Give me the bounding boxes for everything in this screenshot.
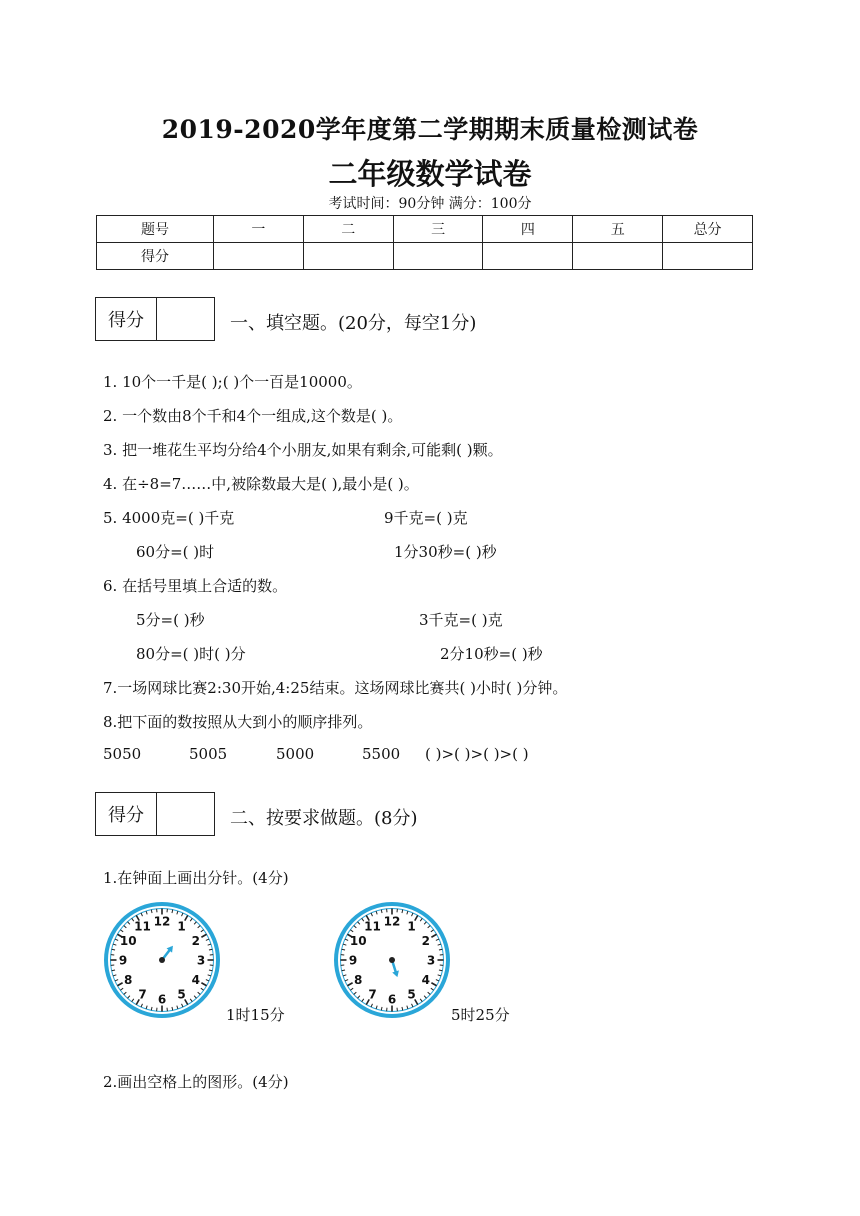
clock-number: 11 — [134, 919, 151, 934]
score-table — [96, 215, 753, 270]
question-1-6: 6. 在括号里填上合适的数。 — [103, 577, 288, 595]
clock-number: 3 — [196, 953, 206, 968]
q8-number: 5500 — [362, 745, 401, 763]
score-cell[interactable] — [303, 243, 393, 270]
question-1-3: 3. 把一堆花生平均分给4个小朋友,如果有剩余,可能剩( )颗。 — [103, 441, 503, 459]
clock-number: 12 — [383, 914, 401, 929]
score-table-header: 三 — [393, 216, 483, 243]
question-1-5b: 9千克=( )克 — [384, 509, 468, 527]
score-table-header-row — [97, 216, 753, 243]
score-table-header: 一 — [214, 216, 304, 243]
q8-number: 5050 — [103, 745, 142, 763]
question-1-6a: 5分=( )秒 — [136, 611, 205, 629]
clock-number: 9 — [348, 953, 358, 968]
clock-tick — [402, 1007, 403, 1010]
clock-number: 11 — [364, 919, 381, 934]
clock-tick — [112, 970, 115, 971]
clock-number: 6 — [157, 992, 167, 1007]
score-table-row — [97, 243, 753, 270]
clock-number: 5 — [177, 987, 186, 1002]
section2-score-cell[interactable] — [157, 793, 214, 835]
score-table-header: 四 — [483, 216, 573, 243]
clock-number: 3 — [426, 953, 436, 968]
clock-tick — [342, 970, 345, 971]
clock-number: 8 — [354, 973, 363, 987]
question-1-7: 7.一场网球比赛2:30开始,4:25结束。这场网球比赛共( )小时( )分钟。 — [103, 679, 568, 697]
question-1-5c: 60分=( )时 — [136, 543, 215, 561]
question-1-6b: 3千克=( )克 — [419, 611, 503, 629]
clock-number: 1 — [177, 919, 186, 934]
clock-number: 10 — [349, 934, 367, 948]
clock-tick — [381, 910, 382, 913]
clock-number: 5 — [407, 987, 416, 1002]
clock-tick — [402, 910, 403, 913]
clock-number: 2 — [191, 934, 200, 948]
clock2-caption: 5时25分 — [451, 1006, 510, 1024]
score-cell[interactable] — [483, 243, 573, 270]
score-cell[interactable] — [663, 243, 753, 270]
clock-tick — [112, 949, 115, 950]
clock-number: 2 — [421, 934, 430, 948]
exam-info: 考试时间：90分钟 满分：100分 — [328, 196, 532, 212]
clock-tick — [342, 949, 345, 950]
clock-number: 9 — [118, 953, 128, 968]
section1-title: 一、填空题。(20分，每空1分) — [230, 313, 477, 334]
clock1-caption: 1时15分 — [226, 1006, 285, 1024]
q8-number: 5000 — [276, 745, 315, 763]
q8-number: 5005 — [189, 745, 228, 763]
question-1-6c: 80分=( )时( )分 — [136, 645, 246, 663]
section1-score-label: 得分 — [96, 298, 157, 340]
clock-number: 7 — [368, 987, 377, 1002]
question-1-6d: 2分10秒=( )秒 — [440, 645, 543, 663]
clock-face-1[interactable] — [101, 899, 223, 1021]
clock-tick — [172, 910, 173, 913]
clock-tick — [172, 1007, 173, 1010]
clock-center — [389, 957, 395, 963]
clock-number: 4 — [191, 973, 200, 987]
section2-score-label: 得分 — [96, 793, 157, 835]
exam-title: 2019-2020学年度第二学期期末质量检测试卷 — [161, 115, 699, 144]
clock-number: 10 — [119, 934, 137, 948]
question-2-1: 1.在钟面上画出分针。(4分) — [103, 869, 289, 887]
score-table-header: 总分 — [663, 216, 753, 243]
section2-title: 二、按要求做题。(8分) — [230, 808, 418, 829]
score-table-header: 题号 — [97, 216, 214, 243]
section1-score-box — [95, 297, 215, 341]
clock-tick — [439, 970, 442, 971]
clock-number: 7 — [138, 987, 147, 1002]
q8-answer-blanks: ( )>( )>( )>( ) — [425, 745, 529, 763]
clock-number: 4 — [421, 973, 430, 987]
clock-number: 8 — [124, 973, 133, 987]
exam-subtitle: 二年级数学试卷 — [328, 157, 532, 191]
question-1-2: 2. 一个数由8个千和4个一组成,这个数是( )。 — [103, 407, 403, 425]
score-cell[interactable] — [573, 243, 663, 270]
clock-number: 1 — [407, 919, 416, 934]
clock-tick — [209, 949, 212, 950]
section2-score-box — [95, 792, 215, 836]
score-cell[interactable] — [214, 243, 304, 270]
score-table-header: 二 — [303, 216, 393, 243]
question-1-5a: 5. 4000克=( )千克 — [103, 509, 235, 527]
score-row-label: 得分 — [97, 243, 214, 270]
score-cell[interactable] — [393, 243, 483, 270]
clock-face-2[interactable] — [331, 899, 453, 1021]
clock-tick — [439, 949, 442, 950]
question-2-2: 2.画出空格上的图形。(4分) — [103, 1073, 289, 1091]
question-1-8: 8.把下面的数按照从大到小的顺序排列。 — [103, 713, 373, 731]
question-1-1: 1. 10个一千是( );( )个一百是10000。 — [103, 373, 362, 391]
clock-tick — [381, 1007, 382, 1010]
question-1-4: 4. 在÷8=7……中,被除数最大是( ),最小是( )。 — [103, 475, 419, 493]
clock-tick — [209, 970, 212, 971]
clock-tick — [151, 910, 152, 913]
clock-number: 6 — [387, 992, 397, 1007]
question-1-5d: 1分30秒=( )秒 — [394, 543, 497, 561]
clock-tick — [151, 1007, 152, 1010]
clock-number: 12 — [153, 914, 171, 929]
clock-center — [159, 957, 165, 963]
section1-score-cell[interactable] — [157, 298, 214, 340]
score-table-header: 五 — [573, 216, 663, 243]
